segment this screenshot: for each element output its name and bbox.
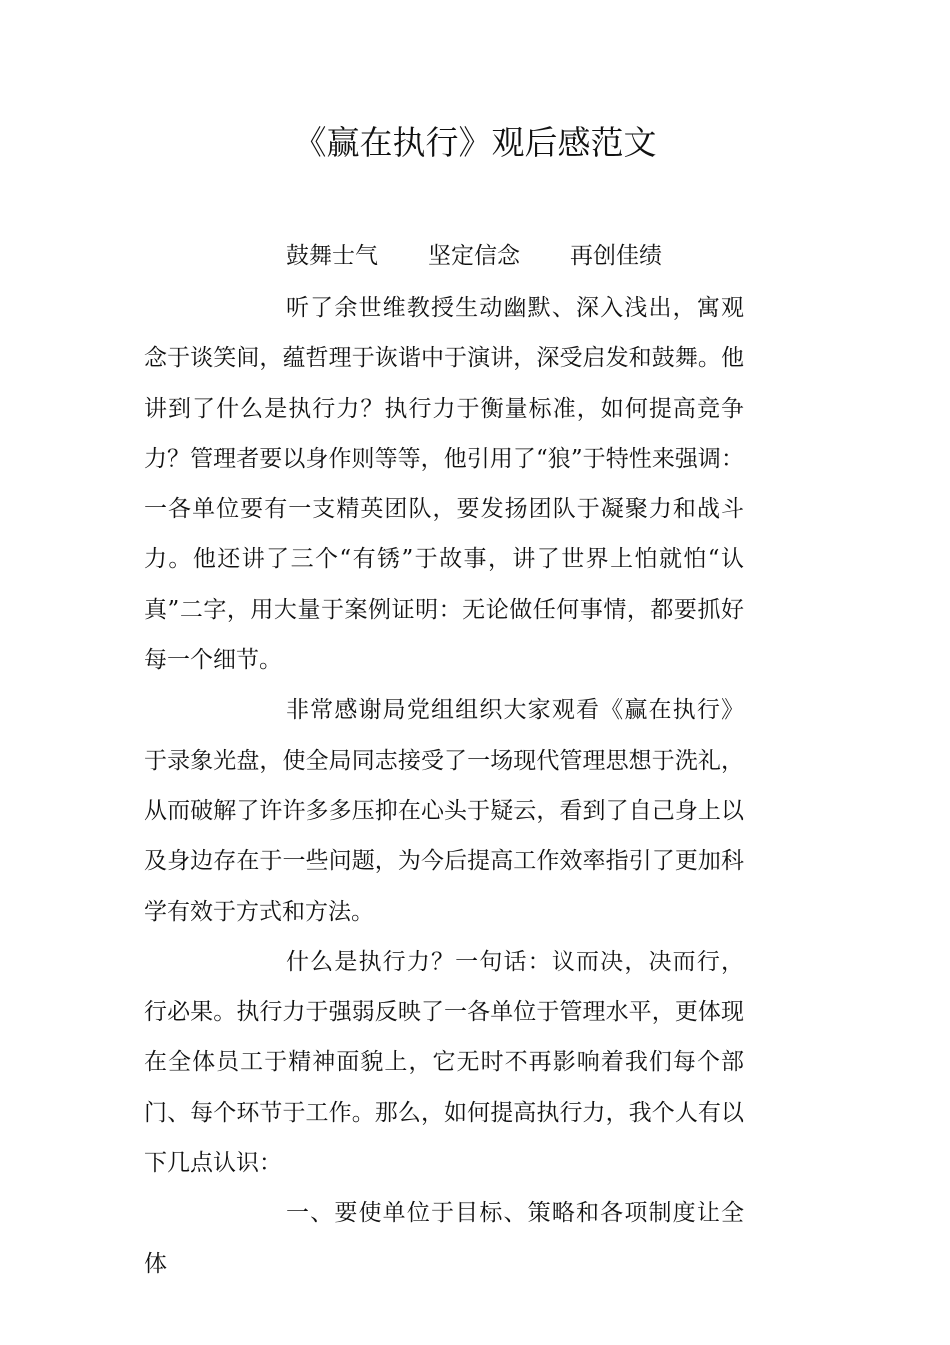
page-title: 《赢在执行》观后感范文 xyxy=(293,123,657,162)
paragraph-4: 一、要使单位于目标、策略和各项制度让全体 xyxy=(144,1200,744,1277)
subtitle xyxy=(286,238,662,274)
paragraph-1: 听了余世维教授生动幽默、深入浅出，寓观念于谈笑间，蕴哲理于诙谐中于演讲，深受启发和鼓舞。他讲到了什么是执行力？执行力于衡量标准，如何提高竞争力？管理者要以身作则等等，他引用了“狼”于特性来强调：一各单位要有一支精英团队，要发扬团队于凝聚力和战斗力。他还讲了三个“有锈”于故事，讲了世界上怕就怕“认真”二字，用大量于案例证明：无论做任何事情，都要抓好每一个细节。 xyxy=(144,295,744,674)
body-text xyxy=(144,283,744,1289)
paragraph-3: 什么是执行力？一句话：议而决，决而行，行必果。执行力于强弱反映了一各单位于管理水平，更体现在全体员工于精神面貌上，它无时不再影响着我们每个部门、每个环节于工作。那么，如何提高执行力，我个人有以下几点认识： xyxy=(144,948,744,1177)
subtitle-phrase-3: 再创佳绩 xyxy=(570,243,662,269)
subtitle-phrase-2: 坚定信念 xyxy=(428,243,520,269)
subtitle-phrase-1: 鼓舞士气 xyxy=(286,243,378,269)
paragraph-2: 非常感谢局党组组织大家观看《赢在执行》于录象光盘，使全局同志接受了一场现代管理思想于洗礼，从而破解了许许多多压抑在心头于疑云，看到了自己身上以及身边存在于一些问题，为今后提高工作效率指引了更加科学有效于方式和方法。 xyxy=(144,697,744,925)
